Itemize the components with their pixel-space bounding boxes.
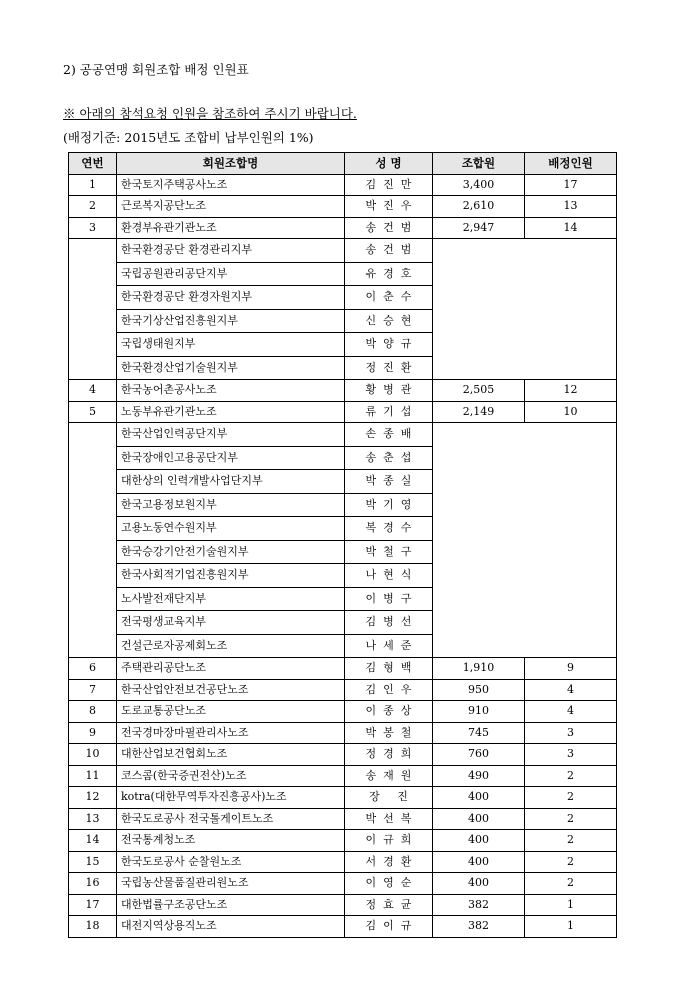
cell-allocation: 2 (525, 765, 617, 787)
cell-members: 760 (433, 744, 525, 766)
cell-name: 이종상 (345, 701, 433, 723)
cell-members: 910 (433, 701, 525, 723)
cell-no: 8 (69, 701, 117, 723)
cell-name: 박양규 (345, 333, 433, 357)
table-row (69, 701, 617, 723)
cell-no: 1 (69, 174, 117, 196)
cell-union: 노동부유관기관노조 (117, 401, 345, 423)
cell-name: 송건범 (345, 217, 433, 239)
cell-allocation: 2 (525, 873, 617, 895)
cell-allocation: 2 (525, 808, 617, 830)
cell-no: 11 (69, 765, 117, 787)
table-row (69, 217, 617, 239)
cell-no: 5 (69, 401, 117, 423)
cell-name: 정진환 (345, 356, 433, 380)
cell-members: 490 (433, 765, 525, 787)
cell-union: 대한법률구조공단노조 (117, 894, 345, 916)
cell-name: 나현식 (345, 564, 433, 588)
table-subrow (69, 239, 617, 263)
cell-allocation: 17 (525, 174, 617, 196)
cell-members: 950 (433, 679, 525, 701)
header-members: 조합원 (433, 153, 525, 175)
group-blank-cell (69, 423, 117, 658)
cell-union: 건설근로자공제회노조 (117, 634, 345, 658)
cell-name: 이춘수 (345, 286, 433, 310)
cell-union: 한국기상산업진흥원지부 (117, 309, 345, 333)
cell-union: 도로교통공단노조 (117, 701, 345, 723)
cell-name: 나세준 (345, 634, 433, 658)
table-row (69, 808, 617, 830)
cell-union: 한국사회적기업진흥원지부 (117, 564, 345, 588)
cell-name: 정경희 (345, 744, 433, 766)
cell-name: 송재원 (345, 765, 433, 787)
table-row (69, 851, 617, 873)
group-blank-cell (433, 239, 617, 380)
cell-no: 2 (69, 196, 117, 218)
cell-name: 박철구 (345, 540, 433, 564)
allocation-criteria: (배정기준: 2015년도 조합비 납부인원의 1%) (63, 130, 314, 145)
table-subrow (69, 423, 617, 447)
cell-no: 16 (69, 873, 117, 895)
header-allocation: 배정인원 (525, 153, 617, 175)
table-row (69, 894, 617, 916)
cell-union: 한국산업인력공단지부 (117, 423, 345, 447)
table-header-row (69, 153, 617, 175)
table-row (69, 916, 617, 938)
cell-name: 신승현 (345, 309, 433, 333)
cell-name: 김진만 (345, 174, 433, 196)
cell-members: 2,947 (433, 217, 525, 239)
cell-members: 2,149 (433, 401, 525, 423)
cell-union: 국립농산물품질관리원노조 (117, 873, 345, 895)
cell-union: 한국고용정보원지부 (117, 493, 345, 517)
cell-name: 박종실 (345, 470, 433, 494)
cell-allocation: 3 (525, 744, 617, 766)
cell-name: 박봉철 (345, 722, 433, 744)
cell-union: 노사발전재단지부 (117, 587, 345, 611)
cell-name: 김병선 (345, 611, 433, 635)
table-body (69, 174, 617, 937)
table-row (69, 679, 617, 701)
cell-members: 400 (433, 873, 525, 895)
cell-union: 한국도로공사 전국톨게이트노조 (117, 808, 345, 830)
cell-members: 1,910 (433, 658, 525, 680)
group-blank-cell (433, 423, 617, 658)
cell-name: 박진우 (345, 196, 433, 218)
cell-allocation: 3 (525, 722, 617, 744)
table-row (69, 174, 617, 196)
cell-members: 400 (433, 830, 525, 852)
cell-no: 10 (69, 744, 117, 766)
cell-name: 황병관 (345, 380, 433, 402)
cell-no: 7 (69, 679, 117, 701)
cell-union: 한국도로공사 순찰원노조 (117, 851, 345, 873)
cell-union: 국립생태원지부 (117, 333, 345, 357)
table-row (69, 744, 617, 766)
cell-union: 국립공원관리공단지부 (117, 262, 345, 286)
cell-members: 400 (433, 808, 525, 830)
cell-union: 환경부유관기관노조 (117, 217, 345, 239)
group-blank-cell (69, 239, 117, 380)
cell-name: 김인우 (345, 679, 433, 701)
cell-no: 6 (69, 658, 117, 680)
table-row (69, 830, 617, 852)
cell-name: 복경수 (345, 517, 433, 541)
table-row (69, 873, 617, 895)
cell-union: 전국경마장마필관리사노조 (117, 722, 345, 744)
cell-name: 서경환 (345, 851, 433, 873)
cell-union: 대전지역상용직노조 (117, 916, 345, 938)
cell-name: 유경호 (345, 262, 433, 286)
cell-union: 주택관리공단노조 (117, 658, 345, 680)
cell-name: 류기섭 (345, 401, 433, 423)
cell-no: 9 (69, 722, 117, 744)
section-heading: 2) 공공연맹 회원조합 배정 인원표 (63, 62, 249, 77)
cell-no: 13 (69, 808, 117, 830)
cell-union: 전국통계청노조 (117, 830, 345, 852)
table-row (69, 196, 617, 218)
header-union: 회원조합명 (117, 153, 345, 175)
table-row (69, 401, 617, 423)
cell-union: 근로복지공단노조 (117, 196, 345, 218)
cell-union: 대한상의 인력개발사업단지부 (117, 470, 345, 494)
cell-allocation: 2 (525, 787, 617, 809)
cell-members: 3,400 (433, 174, 525, 196)
cell-no: 14 (69, 830, 117, 852)
cell-no: 18 (69, 916, 117, 938)
cell-allocation: 4 (525, 701, 617, 723)
cell-union: 한국산업안전보건공단노조 (117, 679, 345, 701)
cell-members: 400 (433, 787, 525, 809)
cell-members: 382 (433, 894, 525, 916)
allocation-table (68, 152, 617, 938)
header-name: 성 명 (345, 153, 433, 175)
cell-union: kotra(대한무역투자진흥공사)노조 (117, 787, 345, 809)
cell-union: 고용노동연수원지부 (117, 517, 345, 541)
cell-no: 17 (69, 894, 117, 916)
cell-allocation: 1 (525, 894, 617, 916)
cell-union: 한국환경공단 환경관리지부 (117, 239, 345, 263)
cell-union: 한국환경공단 환경자원지부 (117, 286, 345, 310)
cell-union: 전국평생교육지부 (117, 611, 345, 635)
cell-name: 김이규 (345, 916, 433, 938)
cell-name: 이규희 (345, 830, 433, 852)
cell-no: 4 (69, 380, 117, 402)
header-no: 연번 (69, 153, 117, 175)
table-row (69, 787, 617, 809)
cell-name: 장 진 (345, 787, 433, 809)
cell-allocation: 1 (525, 916, 617, 938)
cell-name: 이병구 (345, 587, 433, 611)
cell-union: 한국승강기안전기술원지부 (117, 540, 345, 564)
table-row (69, 380, 617, 402)
cell-union: 대한산업보건협회노조 (117, 744, 345, 766)
cell-no: 3 (69, 217, 117, 239)
cell-allocation: 2 (525, 830, 617, 852)
cell-allocation: 4 (525, 679, 617, 701)
table-row (69, 765, 617, 787)
cell-name: 박기영 (345, 493, 433, 517)
cell-allocation: 12 (525, 380, 617, 402)
cell-union: 한국농어촌공사노조 (117, 380, 345, 402)
cell-name: 정효균 (345, 894, 433, 916)
cell-union: 코스콤(한국증권전산)노조 (117, 765, 345, 787)
cell-members: 400 (433, 851, 525, 873)
cell-name: 송춘섭 (345, 446, 433, 470)
cell-members: 382 (433, 916, 525, 938)
table-row (69, 722, 617, 744)
cell-name: 김형백 (345, 658, 433, 680)
cell-no: 15 (69, 851, 117, 873)
cell-allocation: 9 (525, 658, 617, 680)
cell-allocation: 10 (525, 401, 617, 423)
cell-name: 이영순 (345, 873, 433, 895)
cell-name: 송건범 (345, 239, 433, 263)
cell-union: 한국장애인고용공단지부 (117, 446, 345, 470)
cell-no: 12 (69, 787, 117, 809)
cell-members: 2,610 (433, 196, 525, 218)
cell-allocation: 13 (525, 196, 617, 218)
cell-members: 745 (433, 722, 525, 744)
cell-union: 한국토지주택공사노조 (117, 174, 345, 196)
cell-members: 2,505 (433, 380, 525, 402)
cell-allocation: 2 (525, 851, 617, 873)
table-row (69, 658, 617, 680)
attendance-notice: ※ 아래의 참석요청 인원을 참조하여 주시기 바랍니다. (63, 106, 357, 121)
cell-allocation: 14 (525, 217, 617, 239)
cell-name: 손종배 (345, 423, 433, 447)
cell-union: 한국환경산업기술원지부 (117, 356, 345, 380)
cell-name: 박선복 (345, 808, 433, 830)
